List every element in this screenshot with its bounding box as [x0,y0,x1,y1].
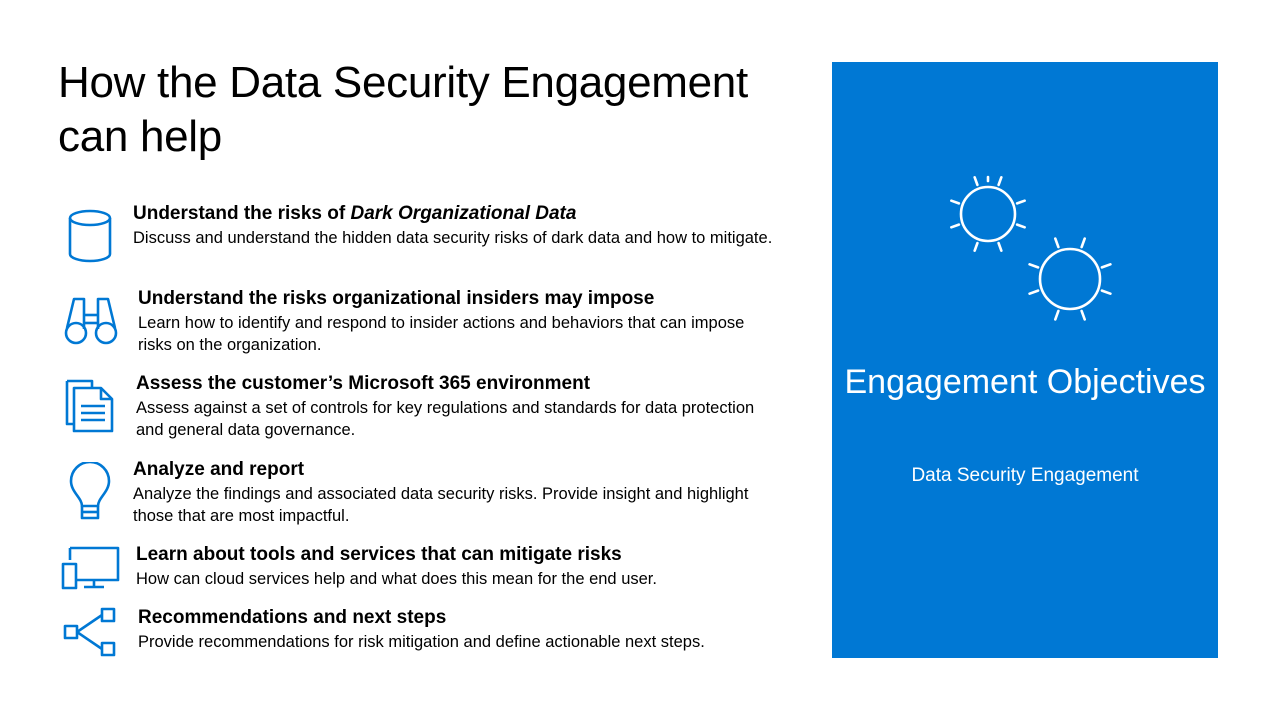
binoculars-icon [62,293,120,347]
devices-icon [60,544,122,592]
gears-icon [942,172,1122,332]
item-description: Assess against a set of controls for key regulations and standards for data protection and general data governance. [136,399,755,439]
engagement-objectives-panel [832,62,1218,658]
panel-title: Engagement Objectives [844,363,1206,401]
objective-item-assess [0,370,800,440]
objective-item-insiders [0,285,800,355]
item-heading: Understand the risks organizational insiders may impose [138,288,655,309]
network-icon [62,606,120,658]
panel-subtitle: Data Security Engagement [911,465,1139,486]
item-description: Discuss and understand the hidden data security risks of dark data and how to mitigate. [133,229,773,247]
lightbulb-icon [68,462,112,522]
objective-item-recommendations [0,604,800,674]
objective-item-tools [0,541,800,611]
item-heading: Assess the customer’s Microsoft 365 environment [136,373,591,394]
item-description: Learn how to identify and respond to insider actions and behaviors that can impose risks on the organization. [138,314,745,354]
item-heading: Recommendations and next steps [138,607,447,628]
objective-item-dark-data [0,200,800,270]
item-description: Provide recommendations for risk mitigation and define actionable next steps. [138,633,705,651]
objective-item-analyze [0,456,800,526]
database-icon [66,208,114,264]
item-heading: Learn about tools and services that can mitigate risks [136,544,622,565]
item-heading: Analyze and report [133,459,305,480]
item-heading: Understand the risks of Dark Organizational Data [133,203,577,224]
item-description: How can cloud services help and what does this mean for the end user. [136,570,657,588]
documents-icon [64,378,118,434]
page-title: How the Data Security Engagement can help [58,58,748,161]
item-description: Analyze the findings and associated data security risks. Provide insight and highlight those that are most impactful. [133,485,749,525]
